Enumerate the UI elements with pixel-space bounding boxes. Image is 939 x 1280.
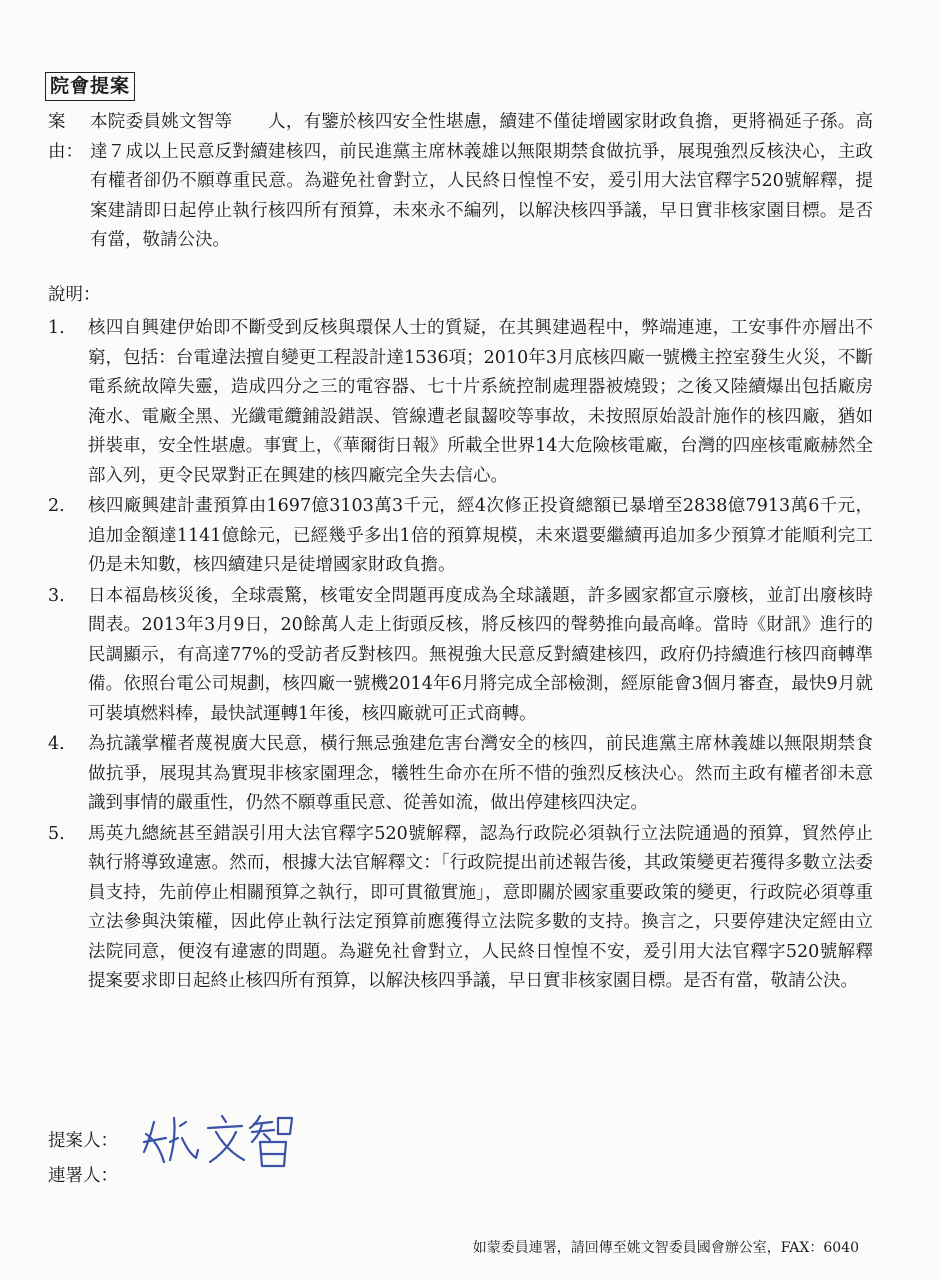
- item-text: 日本福島核災後，全球震驚，核電安全問題再度成為全球議題，許多國家都宣示廢核，並訂出廢核時間表。2013年3月9日，20餘萬人走上街頭反核，將反核四的聲勢推向最高峰。當時《財訊》進行的民調顯示，有高達77%的受訪者反對核四。無視強大民意反對續建核四，政府仍持續進行核四商轉準備。依照台電公司規劃，核四廠一號機2014年6月將完成全部檢測，經原能會3個月審查，最快9月就可裝填燃料棒，最快試運轉1年後，核四廠就可正式商轉。: [88, 585, 873, 724]
- item-number: 5.: [48, 823, 65, 844]
- item-number: 4.: [48, 734, 65, 754]
- signature-image: [140, 1108, 300, 1170]
- cause-text: 本院委員姚文智等 人，有鑒於核四安全性堪慮，續建不僅徒增國家財政負擔，更將禍延子孫。高達７成以上民意反對續建核四，前民進黨主席林義雄以無限期禁食做抗爭，展現強烈反核決心，主政有權者卻仍不願尊重民意。為避免社會對立，人民終日惶惶不安，爰引用大法官釋字520號解釋，提案建請即日起停止執行核四所有預算，未來永不編列，以解決核四爭議，早日實非核家園目標。是否有當，敬請公決。: [90, 112, 873, 250]
- cause-label: 案由：: [48, 112, 83, 162]
- proposer-label: 提案人：: [48, 1131, 118, 1151]
- explanation-item-1: [48, 314, 873, 491]
- cosigner-label: 連署人：: [48, 1166, 118, 1186]
- document-heading: 院會提案: [45, 72, 135, 101]
- item-number: 2.: [48, 496, 65, 516]
- item-text: 核四自興建伊始即不斷受到反核與環保人士的質疑，在其興建過程中，弊端連連，工安事件亦層出不窮，包括：台電違法擅自變更工程設計達1536項；2010年3月底核四廠一號機主控室發生火災，不斷電系統故障失靈，造成四分之三的電容器、七十片系統控制處理器被燒毀；之後又陸續爆出包括廠房淹水、電廠全黑、光纖電纜鋪設錯誤、管線遭老鼠齧咬等事故，未按照原始設計施作的核四廠，猶如拼裝車，安全性堪慮。事實上，《華爾街日報》所載全世界14大危險核電廠，台灣的四座核電廠赫然全部入列，更令民眾對正在興建的核四廠完全失去信心。: [88, 318, 873, 486]
- item-number: 1.: [48, 318, 65, 338]
- cause-section: [48, 108, 873, 256]
- item-text: 核四廠興建計畫預算由1697億3103萬3千元，經4次修正投資總額已暴增至2838億7913萬6千元，追加金額達1141億餘元，已經幾乎多出1倍的預算規模，未來還要繼續再追加多少預算才能順利完工仍是未知數，核四續建只是徒增國家財政負擔。: [88, 496, 873, 575]
- explanation-item-2: [48, 492, 873, 581]
- explanation-label: 說明：: [48, 285, 101, 305]
- item-text: 馬英九總統甚至錯誤引用大法官釋字520號解釋，認為行政院必須執行立法院通過的預算，貿然停止執行將導致違憲。然而，根據大法官解釋文：「行政院提出前述報告後，其政策變更若獲得多數立法委員支持，先前停止相關預算之執行，即可貫徹實施」，意即關於國家重要政策的變更，行政院必須尊重立法參與決策權，因此停止執行法定預算前應獲得立法院多數的支持。換言之，只要停建決定經由立法院同意，便沒有違憲的問題。為避免社會對立，人民終日惶惶不安，爰引用大法官釋字520號解釋提案要求即日起終止核四所有預算，以解決核四爭議，早日實非核家園目標。是否有當，敬請公決。: [88, 823, 873, 991]
- explanation-item-4: [48, 730, 873, 819]
- explanation-list: [48, 314, 873, 998]
- footer-note: 如蒙委員連署，請回傳至姚文智委員國會辦公室，FAX：6040: [472, 1240, 859, 1256]
- explanation-item-3: [48, 582, 873, 730]
- item-text: 為抗議掌權者蔑視廣大民意，橫行無忌強建危害台灣安全的核四，前民進黨主席林義雄以無限期禁食做抗爭，展現其為實現非核家園理念，犧牲生命亦在所不惜的強烈反核決心。然而主政有權者卻未意識到事情的嚴重性，仍然不願尊重民意、從善如流，做出停建核四決定。: [88, 734, 873, 813]
- explanation-item-5: [48, 820, 873, 997]
- item-number: 3.: [48, 585, 65, 606]
